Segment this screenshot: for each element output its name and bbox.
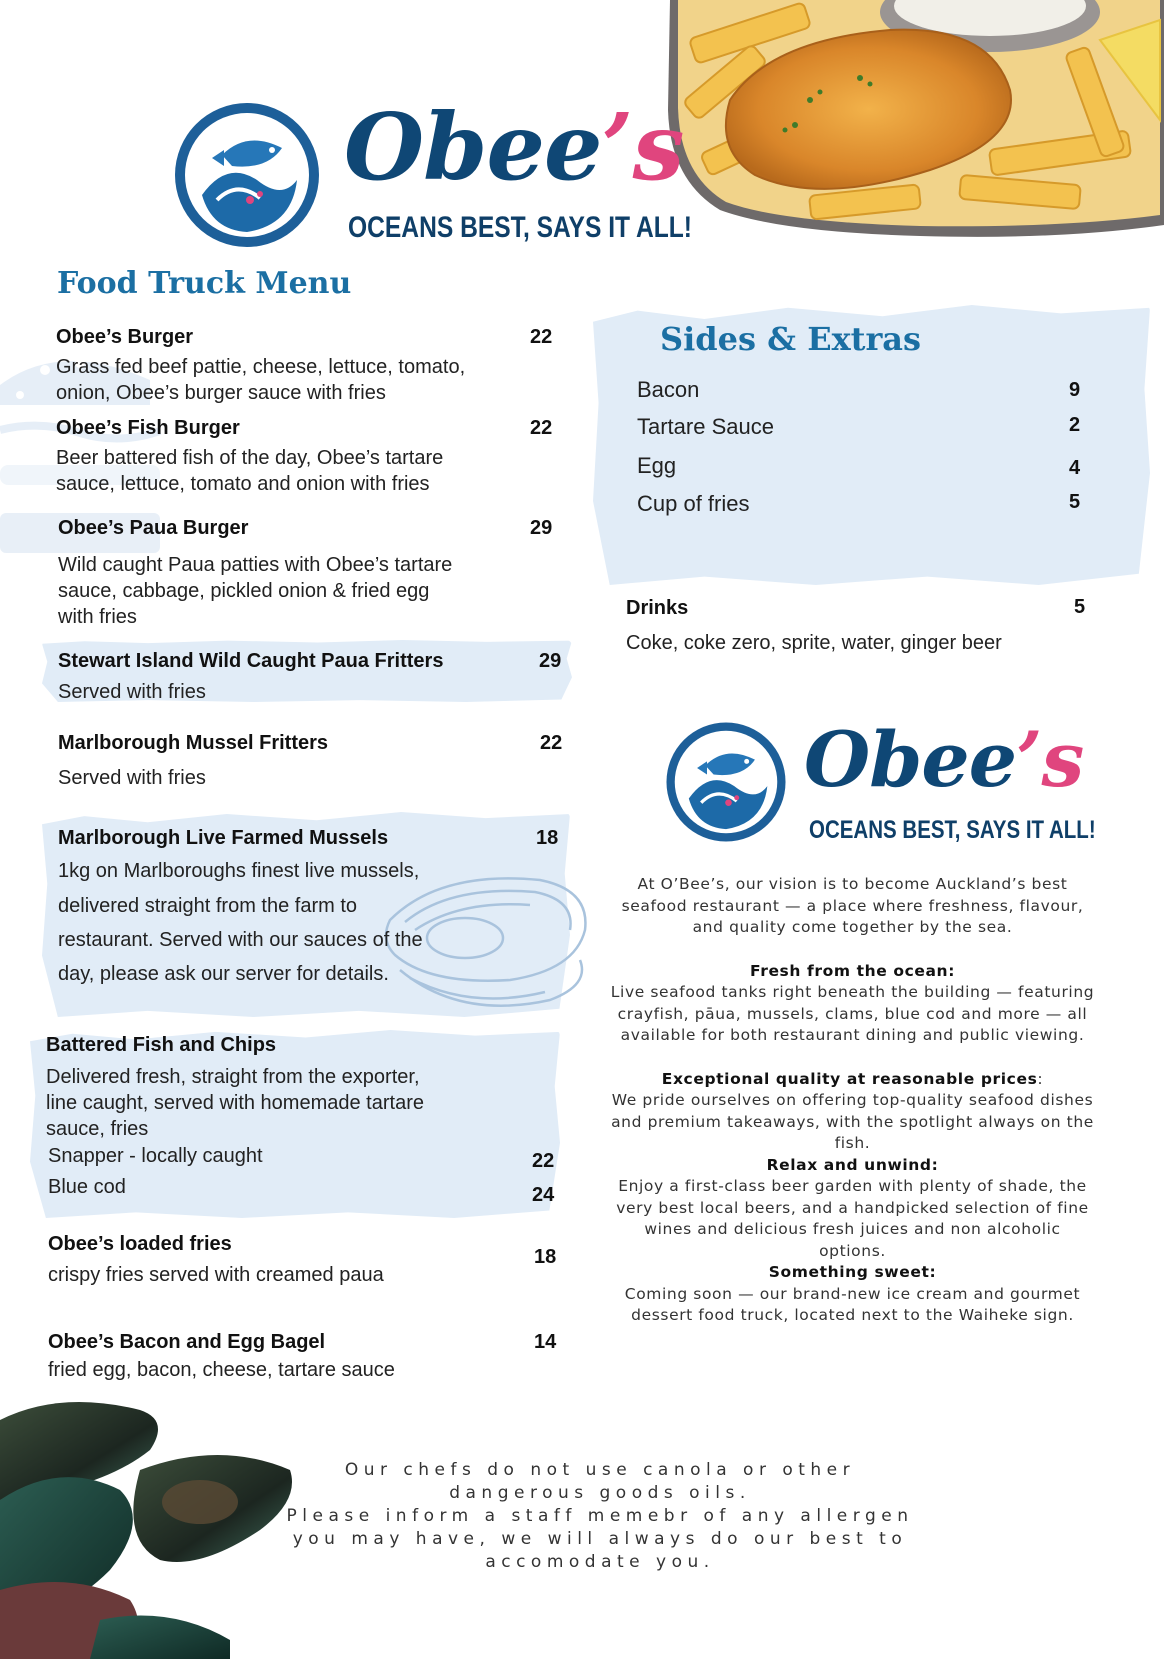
menu-item-name: Battered Fish and Chips (46, 1034, 277, 1056)
menu-heading: Food Truck Menu (57, 266, 352, 301)
drinks-price: 5 (1074, 596, 1086, 618)
menu-item-desc: sauce, fries (46, 1118, 149, 1140)
about-section-title (580, 1069, 1125, 1091)
menu-item-price: 29 (530, 517, 553, 539)
menu-item-name: Marlborough Mussel Fritters (58, 732, 329, 754)
brand-logo-top (172, 93, 693, 257)
about-section-title (580, 1262, 1125, 1284)
menu-item-desc: sauce, lettuce, tomato and onion with fries (56, 473, 430, 495)
menu-item-price: 14 (534, 1331, 557, 1353)
about-section-title (580, 961, 1125, 983)
side-item-name: Cup of fries (637, 491, 750, 516)
allergen-line: Please inform a staff memebr of any allergen (286, 1506, 914, 1526)
menu-item-desc: Served with fries (58, 681, 206, 703)
menu-item-name: Obee’s Paua Burger (58, 517, 249, 539)
side-item-price: 4 (1069, 457, 1081, 479)
side-item-name: Bacon (637, 377, 700, 402)
fish-option-price: 22 (532, 1150, 555, 1172)
fish-and-chips-photo (660, 0, 1164, 238)
menu-item-desc: fried egg, bacon, cheese, tartare sauce (48, 1359, 395, 1381)
side-item-price: 9 (1069, 379, 1081, 401)
brand-name-suffix: ’s (601, 93, 684, 201)
menu-item-desc: Grass fed beef pattie, cheese, lettuce, tomato, (56, 356, 466, 378)
about-section-line: Enjoy a first-class beer garden with plenty of shade, the (618, 1177, 1087, 1195)
menu-item-name: Obee’s loaded fries (48, 1233, 232, 1255)
menu-item-desc: Delivered fresh, straight from the exporter, (46, 1066, 420, 1088)
brand-name-suffix: ’s (1016, 715, 1084, 804)
side-item-price: 2 (1069, 414, 1081, 436)
menu-item-desc: 1kg on Marlboroughs finest live mussels, (58, 860, 420, 882)
about-section-heading: Fresh from the ocean: (750, 961, 955, 980)
menu-item-desc: onion, Obee’s burger sauce with fries (56, 382, 386, 404)
about-section-line: fish. (834, 1134, 871, 1152)
about-section-line: We pride ourselves on offering top-quality seafood dishes (611, 1091, 1094, 1109)
about-section-heading: Something sweet: (768, 1263, 937, 1281)
menu-item-desc: Served with fries (58, 767, 206, 789)
about-section-line: wines and delicious fresh juices and non alcoholic (644, 1220, 1061, 1238)
menu-item-desc: Beer battered fish of the day, Obee’s tartare (56, 447, 444, 469)
allergen-line: dangerous goods oils. (449, 1483, 751, 1503)
menu-item-price: 18 (536, 827, 559, 849)
brand-tagline: OCEANS BEST, SAYS IT ALL! (809, 816, 1096, 844)
menu-item-name: Obee’s Fish Burger (56, 417, 240, 439)
drinks-name: Drinks (626, 597, 689, 619)
menu-item-desc: day, please ask our server for details. (58, 963, 389, 985)
menu-item-price: 29 (539, 650, 562, 672)
about-section-line: available for both restaurant dining and public viewing. (620, 1026, 1085, 1044)
drinks-desc: Coke, coke zero, sprite, water, ginger beer (626, 632, 1002, 654)
menu-item-desc: restaurant. Served with our sauces of the (58, 929, 423, 951)
menu-item-price: 22 (530, 417, 553, 439)
about-section-line: very best local beers, and a handpicked selection of fine (616, 1198, 1089, 1217)
about-intro-line: seafood restaurant — a place where freshness, flavour, (621, 896, 1084, 915)
allergen-line: Our chefs do not use canola or other (344, 1460, 856, 1480)
menu-item-name: Obee’s Bacon and Egg Bagel (48, 1331, 326, 1353)
sides-heading: Sides & Extras (660, 320, 922, 358)
side-item-name: Tartare Sauce (637, 414, 774, 439)
about-section-title (580, 1155, 1125, 1177)
brand-logo-middle (664, 715, 1096, 848)
about-section-line: Coming soon — our brand-new ice cream and gourmet (624, 1284, 1081, 1303)
menu-item-desc: delivered straight from the farm to (58, 895, 358, 917)
allergen-line: accomodate you. (485, 1552, 715, 1572)
allergen-notice (250, 1459, 950, 1574)
menu-item-desc: with fries (58, 606, 137, 628)
brand-tagline: OCEANS BEST, SAYS IT ALL! (348, 211, 693, 244)
fish-wave-logo-icon (664, 720, 788, 849)
about-section-line: options. (819, 1241, 886, 1260)
about-section-heading: Exceptional quality at reasonable prices (661, 1069, 1038, 1088)
fish-option-label: Snapper - locally caught (48, 1145, 263, 1167)
brand-name: Obee (804, 715, 1017, 804)
about-section-line: Live seafood tanks right beneath the building — featuring (610, 983, 1095, 1001)
fish-wave-logo-icon (172, 100, 322, 255)
fish-option-label: Blue cod (48, 1176, 126, 1198)
about-section-heading: Relax and unwind: (766, 1155, 939, 1174)
side-item-price: 5 (1069, 491, 1081, 513)
menu-item-name: Marlborough Live Farmed Mussels (58, 827, 389, 849)
menu-item-price: 22 (540, 732, 563, 754)
brand-name: Obee (344, 93, 602, 201)
allergen-line: you may have, we will always do our best to (292, 1529, 908, 1549)
menu-item-desc: sauce, cabbage, pickled onion & fried egg (58, 580, 430, 602)
about-intro-line: and quality come together by the sea. (692, 918, 1013, 936)
about-section (580, 874, 1125, 1327)
side-item-name: Egg (637, 453, 677, 478)
about-intro-line: At O’Bee’s, our vision is to become Auckland’s best (637, 875, 1068, 893)
about-section-line: dessert food truck, located next to the Waiheke sign. (631, 1306, 1074, 1324)
menu-item-desc: crispy fries served with creamed paua (48, 1264, 384, 1286)
menu-item-desc: line caught, served with homemade tartare (46, 1092, 424, 1114)
menu-item-price: 22 (530, 326, 553, 348)
fish-option-price: 24 (532, 1184, 555, 1206)
menu-item-name: Obee’s Burger (56, 326, 194, 348)
menu-item-name: Stewart Island Wild Caught Paua Fritters (58, 650, 444, 672)
menu-item-desc: Wild caught Paua patties with Obee’s tartare (58, 554, 453, 576)
menu-item-price: 18 (534, 1246, 557, 1268)
about-section-suffix: : (1037, 1069, 1044, 1088)
about-section-line: crayfish, pāua, mussels, clams, blue cod and more — all (617, 1004, 1088, 1023)
about-section-line: and premium takeaways, with the spotlight always on the (611, 1112, 1094, 1131)
